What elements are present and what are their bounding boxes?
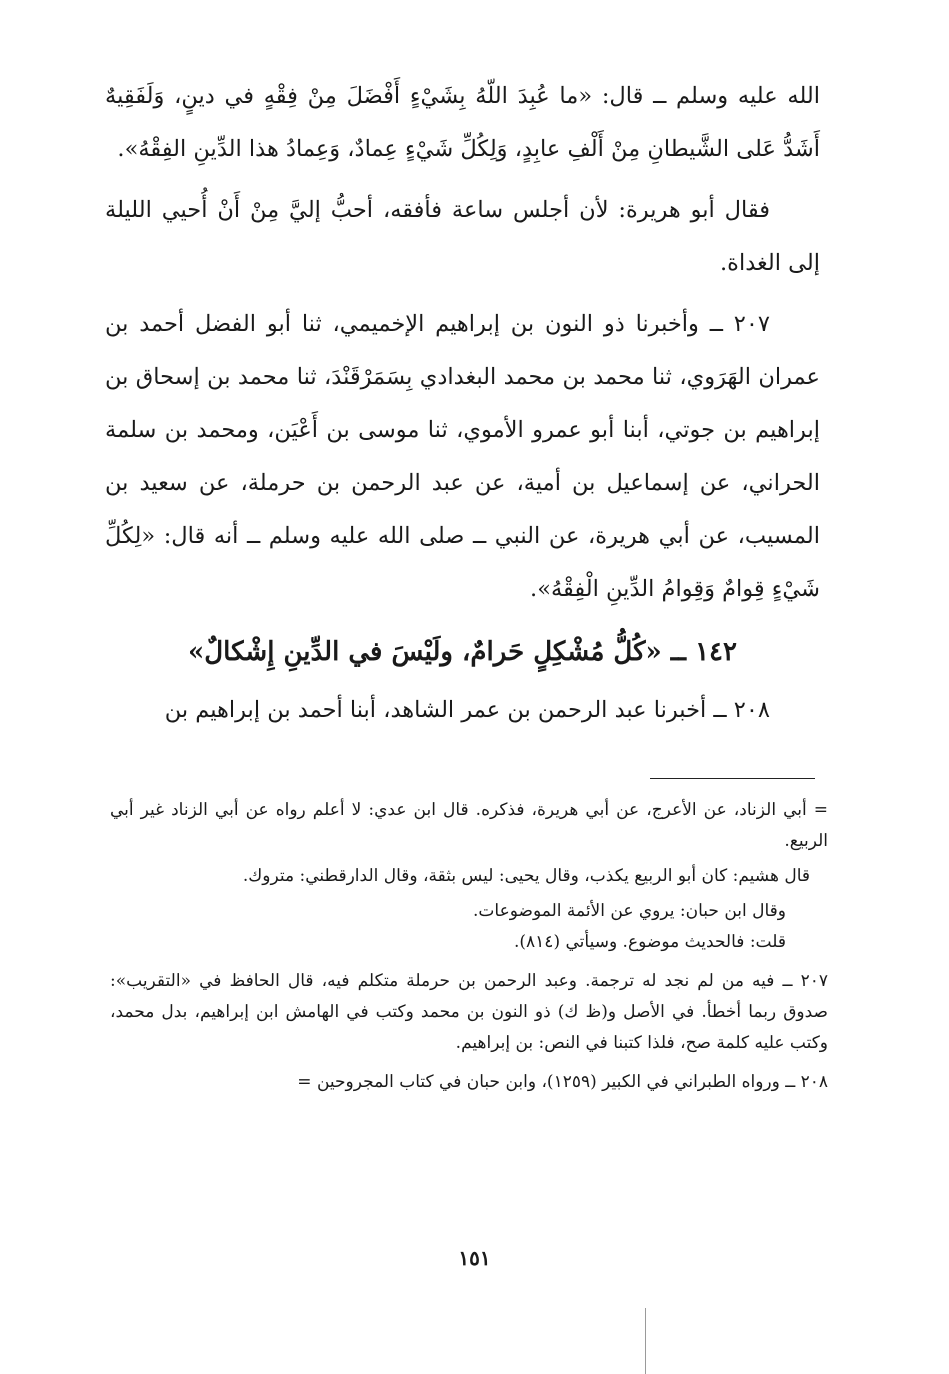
page-number: ١٥١ — [458, 1246, 491, 1270]
main-paragraph-208: ٢٠٨ ــ أخبرنا عبد الرحمن بن عمر الشاهد، أبنا أحمد بن إبراهيم بن — [164, 697, 770, 723]
footnote-separator — [650, 778, 815, 779]
footnote-208: ٢٠٨ ــ ورواه الطبراني في الكبير (١٢٥٩)، وابن حبان في كتاب المجروحين = — [297, 1072, 828, 1092]
main-paragraph-hadith-continuation: الله عليه وسلم ــ قال: «ما عُبِدَ اللّهُ بِشَيْءٍ أَفْضَلَ مِنْ فِقْهٍ في دينٍ، وَلَفَقِيهٌ أَشَدُّ عَلى الشَّيطانِ مِنْ أَلْفِ عابِدٍ، وَلِكُلِّ شَيْءٍ عِمادٌ، وَعِمادُ هذا الدِّينِ الفِقْهُ». — [105, 83, 820, 162]
footnote-ibn-hibban: وقال ابن حبان: يروي عن الأئمة الموضوعات. — [473, 901, 786, 921]
footnote-continuation: = أبي الزناد، عن الأعرج، عن أبي هريرة، فذكره. قال ابن عدي: لا أعلم رواه عن أبي الزناد غير أبي الربيع. — [110, 800, 828, 851]
footnote-verdict: قلت: فالحديث موضوع. وسيأتي (٨١٤). — [514, 932, 786, 952]
main-text-block — [105, 70, 820, 745]
binding-edge-line — [645, 1308, 646, 1374]
footnote-hushaym: قال هشيم: كان أبو الربيع يكذب، وقال يحيى: ليس بثقة، وقال الدارقطني: متروك. — [242, 866, 810, 886]
footnotes-block — [110, 795, 828, 1102]
section-heading-142: ١٤٢ ــ «كُلُّ مُشْكِلٍ حَرامٌ، ولَيْسَ في الدِّينِ إِشْكالٌ» — [188, 637, 737, 667]
main-paragraph-207: ٢٠٧ ــ وأخبرنا ذو النون بن إبراهيم الإخميمي، ثنا أبو الفضل أحمد بن عمران الهَرَوي، ثنا محمد بن محمد البغدادي بِسَمَرْقَنْدَ، ثنا محمد بن إسحاق بن إبراهيم بن جوتي، أبنا أبو عمرو الأموي، ثنا موسى بن أَعْيَن، ومحمد بن سلمة الحراني، عن إسماعيل بن أمية، عن عبد الرحمن بن حرملة، عن سعيد بن المسيب، عن أبي هريرة، عن النبي ــ صلى الله عليه وسلم ــ أنه قال: «لِكُلِّ شَيْءٍ قِوامٌ وَقِوامُ الدِّينِ الْفِقْهُ». — [105, 311, 820, 602]
main-paragraph-abu-hurayra: فقال أبو هريرة: لأن أجلس ساعة فأفقه، أحبُّ إليَّ مِنْ أَنْ أُحيي الليلة إلى الغداة. — [105, 197, 820, 276]
footnote-207: ٢٠٧ ــ فيه من لم نجد له ترجمة. وعبد الرحمن بن حرملة متكلم فيه، قال الحافظ في «التقريب»: صدوق ربما أخطأ. في الأصل و(ظ ك) ذو النون بن محمد وكتب في الهامش ابن إبراهيم، بدل محمد، وكتب عليه كلمة صح، فلذا كتبنا في النص: بن إبراهيم. — [110, 971, 828, 1053]
